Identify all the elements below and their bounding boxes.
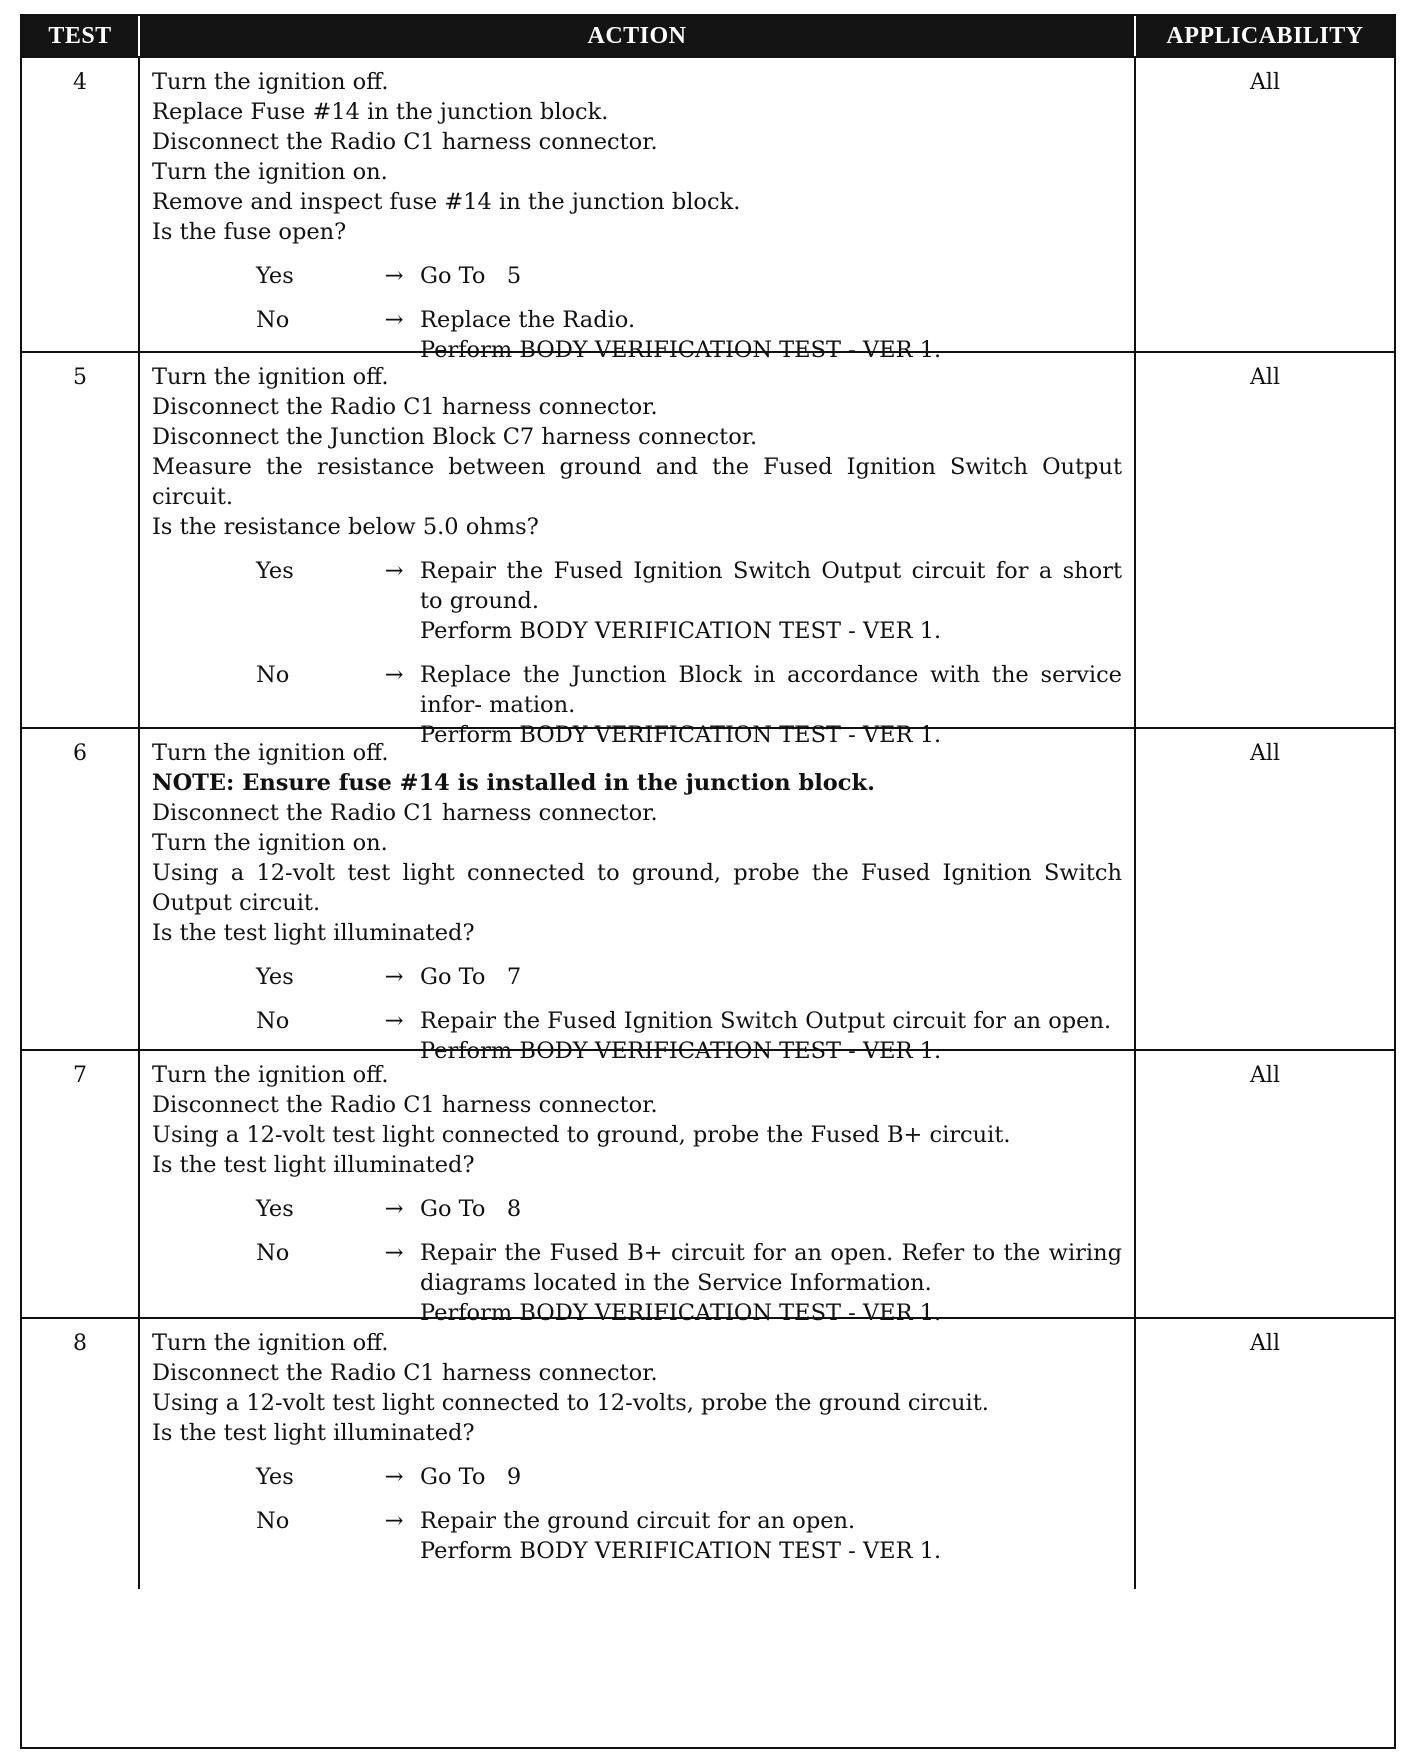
arrow-icon: → bbox=[384, 1464, 404, 1490]
action-step: Is the fuse open? bbox=[152, 219, 347, 245]
no-result bbox=[152, 1238, 1122, 1328]
yes-label: Yes bbox=[256, 1196, 294, 1222]
result-text: Perform BODY VERIFICATION TEST - VER 1. bbox=[420, 618, 942, 644]
arrow-icon: → bbox=[384, 1240, 404, 1266]
table-row bbox=[22, 727, 1394, 1064]
action-step: Using a 12-volt test light connected to ground, probe the Fused B+ circuit. bbox=[152, 1122, 1011, 1148]
action-step: Is the test light illuminated? bbox=[152, 1420, 475, 1446]
yes-result bbox=[152, 556, 1122, 646]
action-cell bbox=[140, 58, 1136, 363]
yes-result bbox=[152, 962, 1122, 992]
result-text: Replace the Radio. bbox=[420, 307, 636, 333]
no-label: No bbox=[256, 662, 290, 688]
action-step: Turn the ignition off. bbox=[152, 69, 389, 95]
test-number: 5 bbox=[22, 353, 140, 727]
applicability-value: All bbox=[1250, 741, 1280, 766]
action-step: Is the test light illuminated? bbox=[152, 920, 475, 946]
action-step: Turn the ignition off. bbox=[152, 1062, 389, 1088]
arrow-icon: → bbox=[384, 964, 404, 990]
no-label: No bbox=[256, 1240, 290, 1266]
arrow-icon: → bbox=[384, 662, 404, 688]
action-step: Turn the ignition on. bbox=[152, 159, 388, 185]
arrow-icon: → bbox=[384, 307, 404, 333]
action-cell bbox=[140, 1051, 1136, 1326]
action-step: Turn the ignition off. bbox=[152, 1330, 389, 1356]
applicability-value: All bbox=[1250, 1063, 1280, 1088]
result-text: Perform BODY VERIFICATION TEST - VER 1. bbox=[420, 1300, 942, 1326]
arrow-icon: → bbox=[384, 1508, 404, 1534]
no-label: No bbox=[256, 307, 290, 333]
test-number: 8 bbox=[22, 1319, 140, 1589]
action-step: Remove and inspect fuse #14 in the junction block. bbox=[152, 189, 741, 215]
result-text: Perform BODY VERIFICATION TEST - VER 1. bbox=[420, 1538, 942, 1564]
action-step: Disconnect the Radio C1 harness connector. bbox=[152, 800, 658, 826]
result-text: Repair the ground circuit for an open. bbox=[420, 1508, 856, 1534]
action-cell bbox=[140, 353, 1136, 748]
test-number: 4 bbox=[22, 58, 140, 351]
yes-result bbox=[152, 261, 1122, 291]
yes-result bbox=[152, 1462, 1122, 1492]
action-step: Using a 12-volt test light connected to 12-volts, probe the ground circuit. bbox=[152, 1390, 989, 1416]
result-text: Repair the Fused Ignition Switch Output circuit for an open. bbox=[420, 1008, 1112, 1034]
result-text: Perform BODY VERIFICATION TEST - VER 1. bbox=[420, 1038, 942, 1064]
diagnostic-test-table bbox=[20, 14, 1396, 1749]
result-text: Repair the Fused B+ circuit for an open. Refer to the wiring diagrams located in the Service Information. bbox=[420, 1240, 1122, 1296]
action-step: Using a 12-volt test light connected to ground, probe the Fused Ignition Switch Output circuit. bbox=[152, 860, 1122, 916]
action-step: Disconnect the Junction Block C7 harness connector. bbox=[152, 424, 758, 450]
yes-label: Yes bbox=[256, 558, 294, 584]
header-applicability: APPLICABILITY bbox=[1166, 22, 1364, 49]
action-step: Disconnect the Radio C1 harness connector. bbox=[152, 394, 658, 420]
result-text: Go To 8 bbox=[420, 1196, 522, 1222]
action-step: Disconnect the Radio C1 harness connector. bbox=[152, 1360, 658, 1386]
action-step: Replace Fuse #14 in the junction block. bbox=[152, 99, 609, 125]
table-row bbox=[22, 1317, 1394, 1589]
applicability-value: All bbox=[1250, 1331, 1280, 1356]
yes-label: Yes bbox=[256, 263, 294, 289]
arrow-icon: → bbox=[384, 1008, 404, 1034]
yes-label: Yes bbox=[256, 1464, 294, 1490]
action-step: Is the test light illuminated? bbox=[152, 1152, 475, 1178]
result-text: Go To 7 bbox=[420, 964, 522, 990]
yes-label: Yes bbox=[256, 964, 294, 990]
arrow-icon: → bbox=[384, 263, 404, 289]
test-number: 6 bbox=[22, 729, 140, 1049]
action-step: Turn the ignition on. bbox=[152, 830, 388, 856]
action-step: Disconnect the Radio C1 harness connector. bbox=[152, 1092, 658, 1118]
result-text: Go To 5 bbox=[420, 263, 522, 289]
action-note: NOTE: Ensure fuse #14 is installed in the junction block. bbox=[152, 770, 875, 796]
arrow-icon: → bbox=[384, 558, 404, 584]
action-step: Is the resistance below 5.0 ohms? bbox=[152, 514, 539, 540]
table-row bbox=[22, 1049, 1394, 1326]
arrow-icon: → bbox=[384, 1196, 404, 1222]
header-action: ACTION bbox=[140, 16, 1136, 56]
yes-result bbox=[152, 1194, 1122, 1224]
action-cell bbox=[140, 729, 1136, 1064]
table-row bbox=[22, 56, 1394, 363]
result-text: Perform BODY VERIFICATION TEST - VER 1. bbox=[420, 337, 942, 363]
applicability-value: All bbox=[1250, 365, 1280, 390]
table-header bbox=[22, 16, 1394, 56]
test-number: 7 bbox=[22, 1051, 140, 1317]
no-label: No bbox=[256, 1008, 290, 1034]
action-step: Measure the resistance between ground and the Fused Ignition Switch Output circuit. bbox=[152, 454, 1122, 510]
applicability-value: All bbox=[1250, 70, 1280, 95]
header-test: TEST bbox=[22, 16, 140, 56]
result-text: Replace the Junction Block in accordance with the service infor- mation. bbox=[420, 662, 1122, 718]
action-step: Disconnect the Radio C1 harness connector. bbox=[152, 129, 658, 155]
no-label: No bbox=[256, 1508, 290, 1534]
table-row bbox=[22, 351, 1394, 748]
result-text: Go To 9 bbox=[420, 1464, 522, 1490]
action-cell bbox=[140, 1319, 1136, 1589]
action-step: Turn the ignition off. bbox=[152, 364, 389, 390]
result-text: Perform BODY VERIFICATION TEST - VER 1. bbox=[420, 722, 942, 748]
no-result bbox=[152, 1506, 1122, 1566]
action-step: Turn the ignition off. bbox=[152, 740, 389, 766]
result-text: Repair the Fused Ignition Switch Output circuit for a short to ground. bbox=[420, 558, 1122, 614]
